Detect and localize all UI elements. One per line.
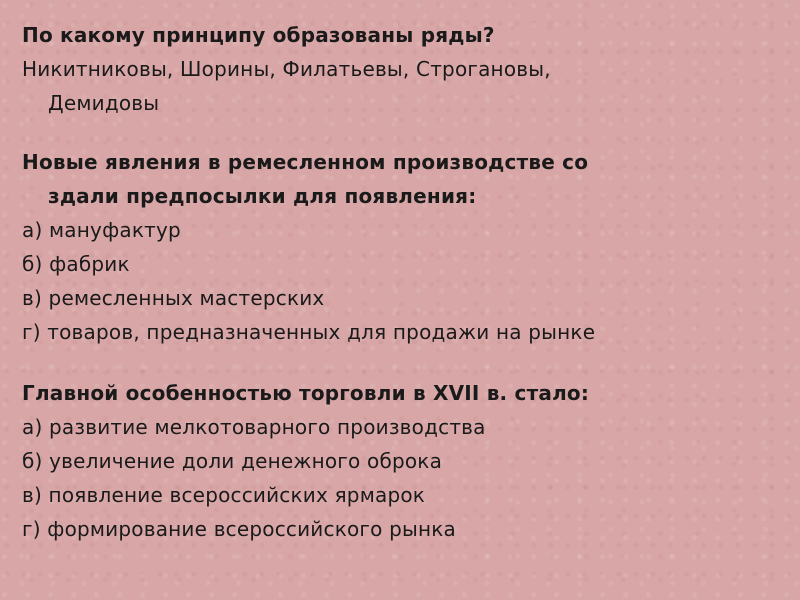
question-2-heading-line-1: Новые явления в ремесленном производстве со (22, 150, 589, 174)
question-1-text-line-1: Никитниковы, Шорины, Филатьевы, Строгановы, (22, 57, 551, 81)
question-3-option-b: б) увеличение доли денежного оброка (22, 449, 443, 473)
question-1 (22, 18, 780, 120)
question-3-option-a: а) развитие мелкотоварного производства (22, 415, 486, 439)
question-3 (22, 376, 780, 546)
spacer (22, 349, 780, 376)
question-2-option-b: б) фабрик (22, 252, 130, 276)
question-1-heading: По какому принципу образованы ряды? (22, 23, 495, 47)
question-3-option-d: г) формирование всероссийского рынка (22, 517, 457, 541)
question-1-text-line-2: Демидовы (48, 91, 160, 115)
question-3-option-c: в) появление всероссийских ярмарок (22, 483, 426, 507)
question-2-heading-line-2: здали предпосылки для появления: (48, 184, 477, 208)
question-3-heading: Главной особенностью торговли в XVII в. стало: (22, 381, 590, 405)
question-2-option-d: г) товаров, предназначенных для продажи на рынке (22, 320, 596, 344)
question-2-option-c: в) ремесленных мастерских (22, 286, 325, 310)
question-2 (22, 145, 780, 349)
question-2-option-a: а) мануфактур (22, 218, 181, 242)
spacer (22, 120, 780, 145)
